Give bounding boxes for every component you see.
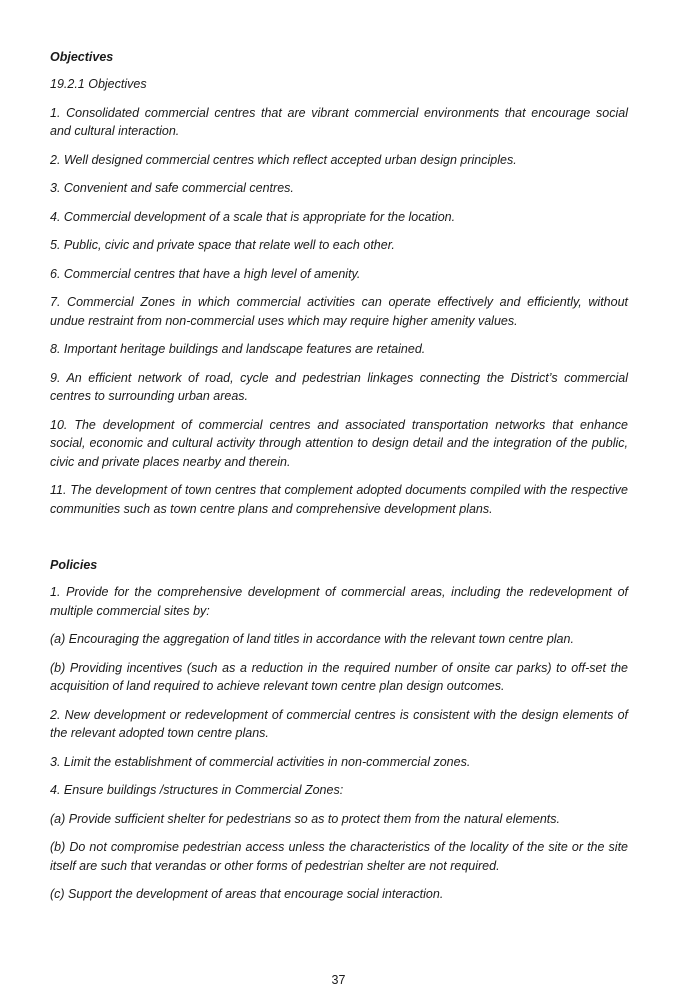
policy-item: (a) Encouraging the aggregation of land titles in accordance with the relevant town centre plan. bbox=[50, 632, 574, 646]
policy-item: (c) Support the development of areas that encourage social interaction. bbox=[50, 887, 444, 901]
policy-item: (a) Provide sufficient shelter for pedestrians so as to protect them from the natural elements. bbox=[50, 811, 560, 826]
policies-heading: Policies bbox=[50, 558, 98, 572]
document-page bbox=[50, 48, 628, 914]
objective-item: 5. Public, civic and private space that relate well to each other. bbox=[50, 238, 395, 252]
objective-item: 7. Commercial Zones in which commercial activities can operate effectively and efficiently, without undue restraint from non-commercial uses which may require higher amenity values. bbox=[50, 295, 628, 328]
objectives-subheading: 19.2.1 Objectives bbox=[50, 77, 147, 91]
objective-item: 1. Consolidated commercial centres that are vibrant commercial environments that encourage social and cultural interaction. bbox=[50, 105, 628, 138]
objective-item: 9. An efficient network of road, cycle and pedestrian linkages connecting the District’s commercial centres to surrounding urban areas. bbox=[50, 370, 628, 403]
policy-item: 1. Provide for the comprehensive development of commercial areas, including the redevelopment of multiple commercial sites by: bbox=[50, 585, 628, 618]
objective-item: 2. Well designed commercial centres which reflect accepted urban design principles. bbox=[50, 152, 517, 167]
section-spacer bbox=[50, 528, 628, 556]
policy-item: 4. Ensure buildings /structures in Commercial Zones: bbox=[50, 783, 344, 797]
objective-item: 6. Commercial centres that have a high level of amenity. bbox=[50, 266, 361, 281]
objective-item: 3. Convenient and safe commercial centres. bbox=[50, 181, 294, 195]
page-number: 37 bbox=[331, 973, 346, 987]
policy-item: (b) Providing incentives (such as a reduction in the required number of onsite car parks) to off-set the acquisition of land required to achieve relevant town centre plan design outcomes. bbox=[50, 660, 628, 693]
objectives-heading: Objectives bbox=[50, 50, 114, 64]
objective-item: 10. The development of commercial centres and associated transportation networks that enhance social, economic and cultural activity through attention to design detail and the integration of the public, civic and private places nearby and therein. bbox=[50, 417, 628, 469]
objective-item: 11. The development of town centres that complement adopted documents compiled with the respective communities such as town centre plans and comprehensive development plans. bbox=[50, 483, 628, 516]
objective-item: 4. Commercial development of a scale that is appropriate for the location. bbox=[50, 209, 456, 224]
policy-item: (b) Do not compromise pedestrian access unless the characteristics of the locality of the site or the site itself are such that verandas or other forms of pedestrian shelter are not required. bbox=[50, 840, 628, 873]
policy-item: 2. New development or redevelopment of commercial centres is consistent with the design elements of the relevant adopted town centre plans. bbox=[50, 707, 628, 740]
objective-item: 8. Important heritage buildings and landscape features are retained. bbox=[50, 342, 426, 356]
policy-item: 3. Limit the establishment of commercial activities in non-commercial zones. bbox=[50, 754, 471, 769]
